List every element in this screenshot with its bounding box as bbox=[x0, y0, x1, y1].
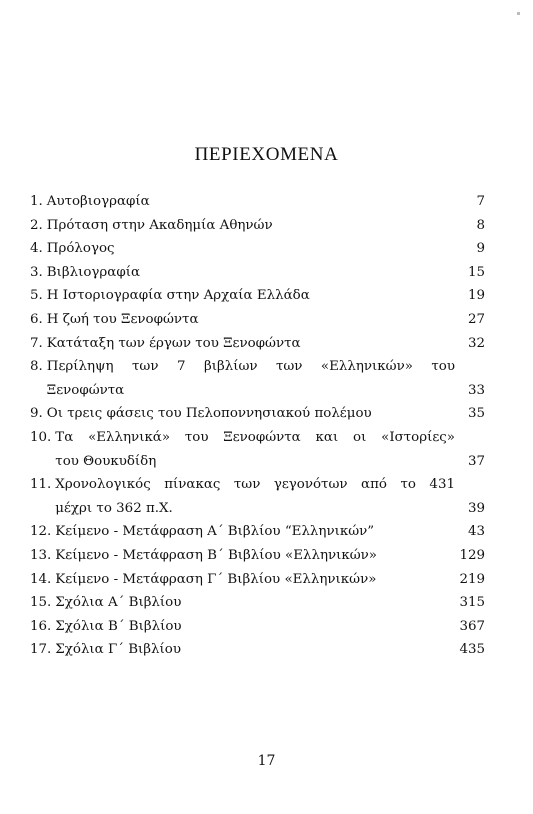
toc-entry bbox=[30, 520, 485, 544]
entry-title: Σχόλια Α΄ Βιβλίου bbox=[55, 595, 182, 611]
entry-title: Κατάταξη των έργων του Ξενοφώντα bbox=[46, 335, 301, 351]
entry-page-number: 27 bbox=[467, 311, 485, 327]
entry-title: Κείμενο - Μετάφραση Α΄ Βιβλίου “Ελληνικών” bbox=[55, 524, 375, 540]
entry-number: 12. bbox=[30, 524, 52, 540]
entry-title: Βιβλιογραφία bbox=[46, 264, 140, 280]
entry-title-line-1: Περίληψη των 7 βιβλίων των «Ελληνικών» του bbox=[46, 359, 455, 375]
entry-number: 17. bbox=[30, 642, 52, 658]
entry-page-number: 32 bbox=[467, 335, 485, 351]
entry-number: 15. bbox=[30, 595, 52, 611]
entry-page-number: 15 bbox=[467, 264, 485, 280]
toc-entry bbox=[30, 473, 485, 520]
entry-title-line-2: μέχρι το 362 π.Χ. bbox=[55, 500, 173, 516]
entry-title: Σχόλια Β΄ Βιβλίου bbox=[55, 618, 182, 634]
entry-page-number: 315 bbox=[459, 595, 485, 611]
entry-number: 9. bbox=[30, 406, 43, 422]
entry-page-number: 8 bbox=[476, 217, 485, 233]
toc-entry bbox=[30, 638, 485, 662]
toc-entry bbox=[30, 544, 485, 568]
toc-entry bbox=[30, 355, 485, 402]
entry-number: 5. bbox=[30, 288, 43, 304]
entry-title: Πρόταση στην Ακαδημία Αθηνών bbox=[46, 217, 273, 233]
entry-number: 8. bbox=[30, 359, 43, 375]
toc-entry bbox=[30, 261, 485, 285]
entry-page-number: 33 bbox=[467, 382, 485, 398]
entry-title: Πρόλογος bbox=[46, 241, 115, 257]
entry-page-number: 9 bbox=[476, 241, 485, 257]
entry-page-number: 435 bbox=[459, 642, 485, 658]
entry-page-number: 129 bbox=[459, 547, 485, 563]
entry-number: 14. bbox=[30, 571, 52, 587]
entry-number: 2. bbox=[30, 217, 43, 233]
entry-page-number: 43 bbox=[467, 524, 485, 540]
toc-entry bbox=[30, 214, 485, 238]
entry-title-line-1: Τα «Ελληνικά» του Ξενοφώντα και οι «Ιστορίες» bbox=[55, 429, 455, 445]
entry-title: Κείμενο - Μετάφραση Β΄ Βιβλίου «Ελληνικών» bbox=[55, 547, 377, 563]
entry-title-line-2: του Θουκυδίδη bbox=[55, 453, 157, 469]
toc-entry bbox=[30, 190, 485, 214]
toc-entry bbox=[30, 402, 485, 426]
toc-entry bbox=[30, 332, 485, 356]
entry-title bbox=[55, 426, 455, 473]
entry-title bbox=[47, 355, 455, 402]
page-speck bbox=[517, 12, 520, 15]
entry-title: Σχόλια Γ΄ Βιβλίου bbox=[55, 642, 181, 658]
page-folio: 17 bbox=[257, 753, 276, 769]
entry-number: 13. bbox=[30, 547, 52, 563]
entry-number: 16. bbox=[30, 618, 52, 634]
entry-number: 4. bbox=[30, 241, 43, 257]
entry-number: 6. bbox=[30, 311, 43, 327]
entry-page-number: 39 bbox=[467, 500, 485, 516]
entry-number: 10. bbox=[30, 429, 52, 445]
entry-number: 3. bbox=[30, 264, 43, 280]
entry-title: Η ζωή του Ξενοφώντα bbox=[46, 311, 199, 327]
entry-title bbox=[55, 473, 455, 520]
entry-page-number: 35 bbox=[467, 406, 485, 422]
entry-page-number: 7 bbox=[476, 194, 485, 209]
entry-title: Η Ιστοριογραφία στην Αρχαία Ελλάδα bbox=[46, 288, 310, 304]
toc-entry bbox=[30, 237, 485, 261]
entry-title: Κείμενο - Μετάφραση Γ΄ Βιβλίου «Ελληνικών» bbox=[55, 571, 377, 587]
table-of-contents bbox=[30, 190, 485, 662]
entry-title-line-2: Ξενοφώντα bbox=[46, 382, 125, 398]
entry-number: 7. bbox=[30, 335, 43, 351]
entry-page-number: 219 bbox=[459, 571, 485, 587]
entry-page-number: 367 bbox=[459, 618, 485, 634]
toc-entry bbox=[30, 568, 485, 592]
toc-entry bbox=[30, 426, 485, 473]
toc-entry bbox=[30, 591, 485, 615]
entry-page-number: 19 bbox=[467, 288, 485, 304]
page-title: ΠΕΡΙΕΧΟΜΕΝΑ bbox=[194, 144, 339, 165]
toc-entry bbox=[30, 308, 485, 332]
entry-number: 1. bbox=[30, 194, 43, 209]
toc-entry bbox=[30, 615, 485, 639]
entry-title: Οι τρεις φάσεις του Πελοποννησιακού πολέμου bbox=[46, 406, 372, 422]
entry-title: Αυτοβιογραφία bbox=[46, 194, 150, 209]
toc-entry bbox=[30, 284, 485, 308]
entry-number: 11. bbox=[30, 477, 52, 493]
entry-page-number: 37 bbox=[467, 453, 485, 469]
entry-title-line-1: Χρονολογικός πίνακας των γεγονότων από το 431 bbox=[55, 477, 455, 493]
